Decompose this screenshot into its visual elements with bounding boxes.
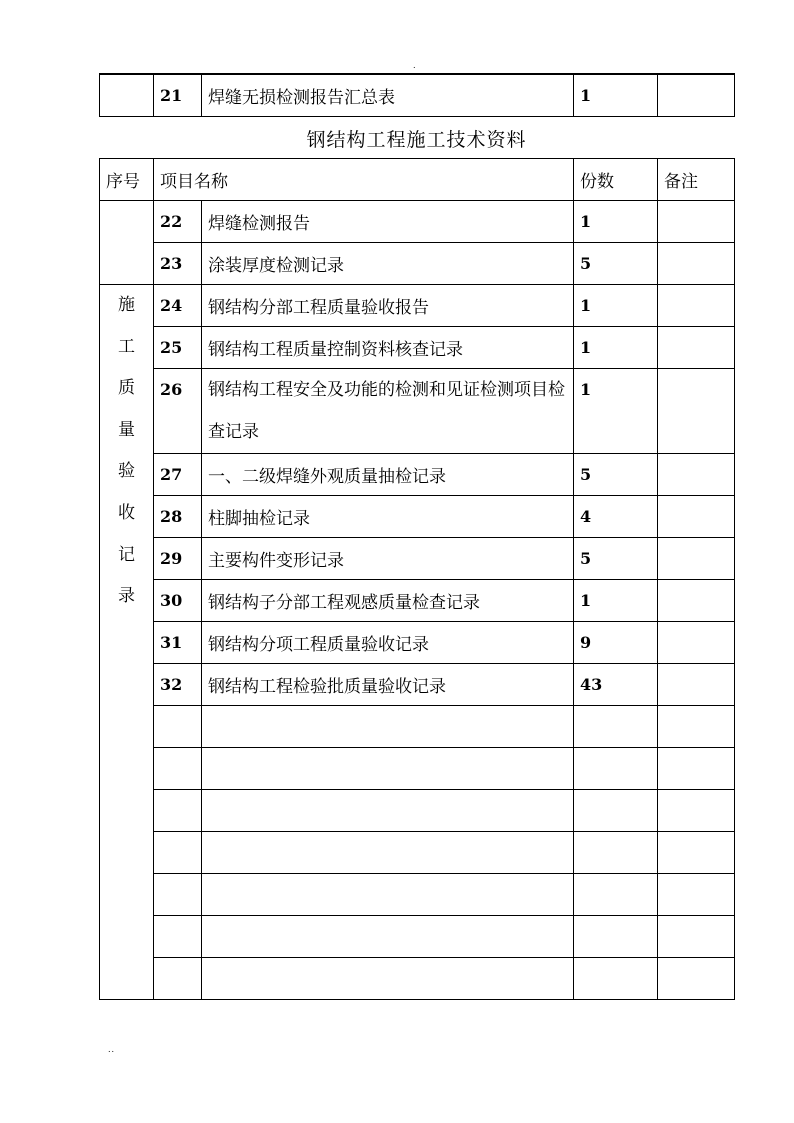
row-copies: 43	[574, 664, 658, 706]
group-cell-blank	[100, 201, 154, 285]
row-name: 焊缝检测报告	[202, 201, 574, 243]
row-name: 主要构件变形记录	[202, 538, 574, 580]
table-row	[100, 243, 735, 285]
group-label	[100, 285, 154, 1000]
table-row	[100, 285, 735, 327]
row-number: 21	[154, 74, 202, 117]
header-copies: 份数	[574, 159, 658, 201]
empty-row	[100, 706, 735, 748]
row-number: 29	[154, 538, 202, 580]
row-number: 28	[154, 496, 202, 538]
row-copies: 4	[574, 496, 658, 538]
row-copies: 1	[574, 285, 658, 327]
row-remark	[658, 580, 735, 622]
row-name: 钢结构分项工程质量验收记录	[202, 622, 574, 664]
row-name: 钢结构工程安全及功能的检测和见证检测项目检查记录	[202, 369, 574, 454]
row-remark	[658, 496, 735, 538]
table-row	[100, 622, 735, 664]
continued-table	[99, 73, 735, 117]
row-copies: 1	[574, 327, 658, 369]
table-row	[100, 580, 735, 622]
row-remark	[658, 664, 735, 706]
row-name: 钢结构工程质量控制资料核查记录	[202, 327, 574, 369]
row-remark	[658, 538, 735, 580]
row-number: 25	[154, 327, 202, 369]
row-remark	[658, 327, 735, 369]
row-number: 23	[154, 243, 202, 285]
table-row	[100, 664, 735, 706]
row-name: 柱脚抽检记录	[202, 496, 574, 538]
row-remark	[658, 201, 735, 243]
row-name: 钢结构工程检验批质量验收记录	[202, 664, 574, 706]
row-remark	[658, 74, 735, 117]
empty-row	[100, 916, 735, 958]
table-row	[100, 369, 735, 454]
table-row	[100, 327, 735, 369]
row-remark	[658, 243, 735, 285]
empty-row	[100, 958, 735, 1000]
empty-row	[100, 748, 735, 790]
row-number: 30	[154, 580, 202, 622]
header-name: 项目名称	[154, 159, 574, 201]
row-remark	[658, 369, 735, 454]
page-top-mark: .	[413, 61, 416, 70]
row-copies: 1	[574, 74, 658, 117]
group-label-char: 录	[118, 586, 135, 607]
page-bottom-mark: ..	[108, 1045, 116, 1054]
group-cell	[100, 74, 154, 117]
row-copies: 1	[574, 201, 658, 243]
row-number: 32	[154, 664, 202, 706]
empty-row	[100, 832, 735, 874]
row-copies: 5	[574, 538, 658, 580]
table-row	[100, 538, 735, 580]
group-label-char: 量	[118, 419, 135, 440]
records-table	[99, 158, 735, 1000]
table-row	[100, 201, 735, 243]
table-row	[100, 74, 735, 117]
group-label-char: 记	[118, 544, 135, 565]
row-remark	[658, 454, 735, 496]
group-label-char: 质	[118, 378, 135, 399]
row-number: 22	[154, 201, 202, 243]
empty-row	[100, 874, 735, 916]
row-name: 钢结构子分部工程观感质量检查记录	[202, 580, 574, 622]
empty-row	[100, 790, 735, 832]
table-row	[100, 454, 735, 496]
row-remark	[658, 285, 735, 327]
row-copies: 5	[574, 243, 658, 285]
row-name: 焊缝无损检测报告汇总表	[202, 74, 574, 117]
group-label-char: 验	[118, 461, 135, 482]
row-name: 一、二级焊缝外观质量抽检记录	[202, 454, 574, 496]
row-number: 24	[154, 285, 202, 327]
row-number: 26	[154, 369, 202, 454]
header-row	[100, 159, 735, 201]
row-copies: 5	[574, 454, 658, 496]
row-copies: 9	[574, 622, 658, 664]
section-title: 钢结构工程施工技术资料	[306, 129, 527, 151]
row-name: 钢结构分部工程质量验收报告	[202, 285, 574, 327]
group-label-char: 收	[118, 502, 135, 523]
row-remark	[658, 622, 735, 664]
header-remark: 备注	[658, 159, 735, 201]
group-label-char: 工	[118, 336, 135, 357]
row-number: 31	[154, 622, 202, 664]
table-row	[100, 496, 735, 538]
row-number: 27	[154, 454, 202, 496]
row-copies: 1	[574, 580, 658, 622]
row-name: 涂装厚度检测记录	[202, 243, 574, 285]
row-copies: 1	[574, 369, 658, 454]
group-label-char: 施	[118, 295, 135, 315]
header-no: 序号	[100, 159, 154, 201]
